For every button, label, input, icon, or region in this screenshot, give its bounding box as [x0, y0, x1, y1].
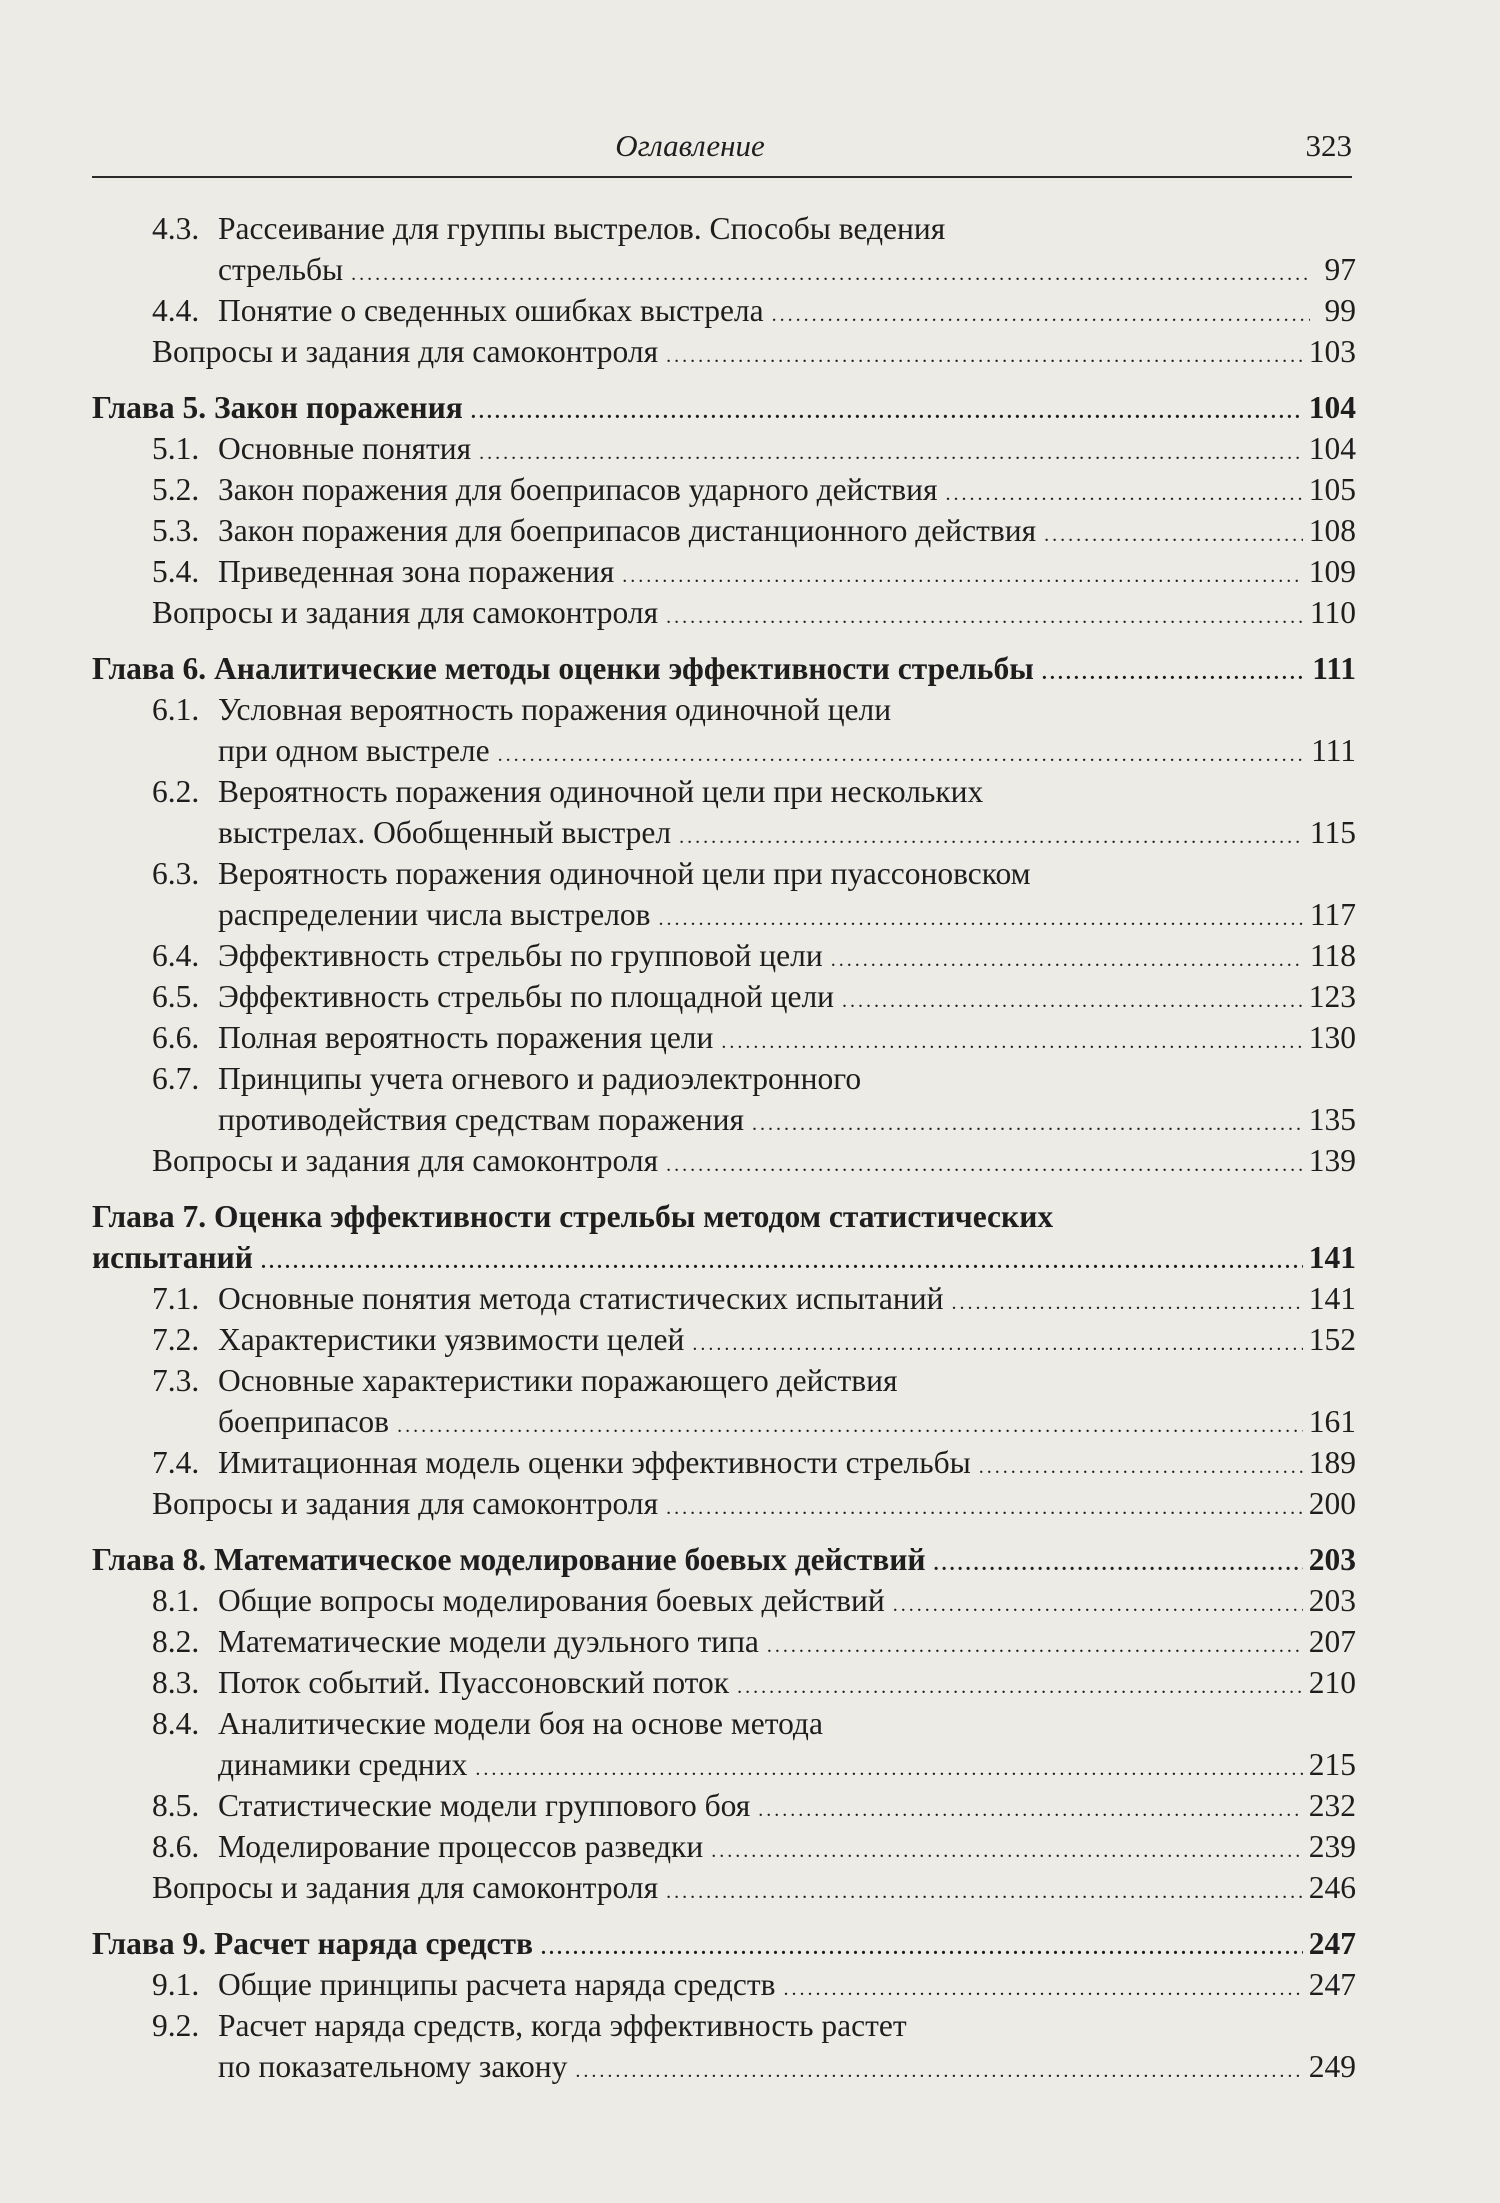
toc-entry-title: Статистические модели группового боя: [218, 1788, 751, 1823]
toc-entry-title: Полная вероятность поражения цели: [218, 1020, 714, 1055]
toc-entry-title: динамики средних: [218, 1747, 468, 1782]
toc-entry-number: 9.2.: [152, 2008, 200, 2043]
toc-entry-title: Характеристики уязвимости целей: [218, 1322, 685, 1357]
header-rule: [92, 176, 1352, 178]
dot-leader: [772, 290, 1310, 331]
toc-entry-number: 8.5.: [152, 1788, 200, 1823]
toc-entry: [92, 1099, 1356, 1140]
toc-entry-page: 141: [1308, 1281, 1356, 1316]
toc-entry: [92, 853, 1356, 894]
toc-entry-page: 111: [1311, 733, 1356, 768]
toc-entry-title: Приведенная зона поражения: [218, 554, 615, 589]
dot-leader: [752, 1099, 1303, 1140]
toc-entry-title: Вопросы и задания для самоконтроля: [152, 1143, 659, 1178]
toc-entry-number: 8.1.: [152, 1583, 200, 1618]
dot-leader: [831, 935, 1304, 976]
toc-entry: [92, 331, 1356, 372]
toc-entry-number: 6.5.: [152, 979, 200, 1014]
toc-entry: [92, 1442, 1356, 1483]
toc-entry-number: 6.4.: [152, 938, 200, 973]
toc-entry-title: Имитационная модель оценки эффективности стрельбы: [218, 1445, 971, 1480]
toc-entry-page: 110: [1309, 595, 1356, 630]
toc-entry-title: противодействия средствам поражения: [218, 1102, 744, 1137]
toc-entry-number: 5.2.: [152, 472, 200, 507]
dot-leader: [575, 2046, 1302, 2087]
toc-entry-title: Общие вопросы моделирования боевых действий: [218, 1583, 885, 1618]
toc-entry-title: Глава 5. Закон поражения: [92, 390, 463, 425]
toc-entry-title: Основные понятия: [218, 431, 472, 466]
toc-entry-title: Аналитические модели боя на основе метода: [218, 1706, 823, 1741]
toc-entry: [92, 976, 1356, 1017]
toc-entry-page: 104: [1308, 390, 1356, 425]
toc-entry-title: испытаний: [92, 1240, 253, 1275]
toc-entry-title: Глава 9. Расчет наряда средств: [92, 1926, 533, 1961]
toc-entry: [92, 1058, 1356, 1099]
toc-entry-number: 4.4.: [152, 293, 200, 328]
toc-entry: [92, 935, 1356, 976]
toc-entry-page: 97: [1324, 252, 1356, 287]
toc-entry-page: 104: [1308, 431, 1356, 466]
toc-entry: [92, 894, 1356, 935]
toc-entry-title: Вероятность поражения одиночной цели при пуассоновском: [218, 856, 1031, 891]
toc-entry-page: 203: [1308, 1542, 1356, 1577]
toc-entry-page: 203: [1308, 1583, 1356, 1618]
toc-entry-title: Поток событий. Пуассоновский поток: [218, 1665, 730, 1700]
toc-entry-title: Глава 8. Математическое моделирование боевых действий: [92, 1542, 926, 1577]
toc-entry-page: 130: [1308, 1020, 1356, 1055]
toc-entry-title: выстрелах. Обобщенный выстрел: [218, 815, 672, 850]
toc-entry: [92, 689, 1356, 730]
toc-entry-page: 105: [1308, 472, 1356, 507]
toc-entry-title: Эффективность стрельбы по площадной цели: [218, 979, 835, 1014]
toc-entry-page: 135: [1308, 1102, 1356, 1137]
dot-leader: [842, 976, 1303, 1017]
toc-entry-page: 99: [1324, 293, 1356, 328]
toc-entry-title: Понятие о сведенных ошибках выстрела: [218, 293, 764, 328]
toc-entry-title: Основные характеристики поражающего действия: [218, 1363, 898, 1398]
toc-entry-title: Моделирование процессов разведки: [218, 1829, 704, 1864]
toc-entry: [92, 1539, 1356, 1580]
toc-entry-number: 8.4.: [152, 1706, 200, 1741]
running-header-title: Оглавление: [615, 128, 765, 163]
toc-entry: [92, 771, 1356, 812]
toc-entry-page: 109: [1308, 554, 1356, 589]
toc-entry-page: 215: [1308, 1747, 1356, 1782]
toc-entry-page: 232: [1308, 1788, 1356, 1823]
dot-leader: [666, 1140, 1303, 1181]
toc-entry: [92, 1278, 1356, 1319]
toc-entry-number: 5.1.: [152, 431, 200, 466]
dot-leader: [945, 469, 1302, 510]
toc-entry: [92, 1744, 1356, 1785]
toc-entry-title: Условная вероятность поражения одиночной цели: [218, 692, 892, 727]
toc-entry-page: 247: [1308, 1967, 1356, 2002]
toc-entry: [92, 2005, 1356, 2046]
dot-leader: [893, 1580, 1303, 1621]
toc-entry-number: 7.4.: [152, 1445, 200, 1480]
toc-entry: [92, 1785, 1356, 1826]
toc-entry-number: 6.1.: [152, 692, 200, 727]
toc-entry-title: при одном выстреле: [218, 733, 490, 768]
dot-leader: [666, 1867, 1303, 1908]
toc-entry: [92, 1237, 1356, 1278]
toc-entry: [92, 428, 1356, 469]
toc-entry: [92, 1140, 1356, 1181]
dot-leader: [1042, 648, 1306, 689]
toc-entry-title: распределении числа выстрелов: [218, 897, 651, 932]
dot-leader: [721, 1017, 1302, 1058]
toc-entry-page: 141: [1308, 1240, 1356, 1275]
toc-entry-number: 8.2.: [152, 1624, 200, 1659]
toc-entry-page: 139: [1308, 1143, 1356, 1178]
toc-entry-page: 103: [1308, 334, 1356, 369]
toc-entry: [92, 290, 1356, 331]
toc-entry: [92, 1196, 1356, 1237]
dot-leader: [475, 1744, 1302, 1785]
toc-entry: [92, 208, 1356, 249]
dot-leader: [397, 1401, 1303, 1442]
toc-entry-title: Вопросы и задания для самоконтроля: [152, 334, 659, 369]
table-of-contents: [92, 208, 1356, 2087]
dot-leader: [679, 812, 1304, 853]
dot-leader: [711, 1826, 1303, 1867]
toc-entry: [92, 1621, 1356, 1662]
toc-entry-page: 249: [1308, 2049, 1356, 2084]
dot-leader: [951, 1278, 1302, 1319]
toc-entry-title: Общие принципы расчета наряда средств: [218, 1967, 776, 2002]
toc-entry: [92, 812, 1356, 853]
toc-entry: [92, 592, 1356, 633]
dot-leader: [541, 1923, 1303, 1964]
dot-leader: [692, 1319, 1302, 1360]
toc-entry-page: 115: [1309, 815, 1356, 850]
toc-entry-title: Вероятность поражения одиночной цели при нескольких: [218, 774, 984, 809]
toc-entry-page: 111: [1312, 651, 1356, 686]
toc-entry-title: Глава 7. Оценка эффективности стрельбы методом статистических: [92, 1199, 1054, 1234]
toc-entry-page: 118: [1309, 938, 1356, 973]
dot-leader: [659, 894, 1304, 935]
toc-entry: [92, 730, 1356, 771]
toc-entry-page: 123: [1308, 979, 1356, 1014]
toc-entry-number: 5.4.: [152, 554, 200, 589]
toc-entry-number: 5.3.: [152, 513, 200, 548]
toc-entry: [92, 510, 1356, 551]
toc-entry: [92, 1017, 1356, 1058]
toc-entry-page: 239: [1308, 1829, 1356, 1864]
dot-leader: [737, 1662, 1303, 1703]
toc-entry-title: Расчет наряда средств, когда эффективность растет: [218, 2008, 907, 2043]
toc-entry: [92, 1580, 1356, 1621]
toc-entry-number: 6.7.: [152, 1061, 200, 1096]
toc-entry-title: Математические модели дуэльного типа: [218, 1624, 759, 1659]
toc-entry: [92, 1703, 1356, 1744]
toc-entry-number: 8.3.: [152, 1665, 200, 1700]
toc-entry-title: Закон поражения для боеприпасов ударного действия: [218, 472, 938, 507]
toc-entry: [92, 1483, 1356, 1524]
toc-entry-page: 210: [1308, 1665, 1356, 1700]
toc-entry-number: 4.3.: [152, 211, 200, 246]
dot-leader: [979, 1442, 1303, 1483]
toc-entry: [92, 1401, 1356, 1442]
toc-entry: [92, 387, 1356, 428]
dot-leader: [666, 592, 1304, 633]
toc-entry-title: Закон поражения для боеприпасов дистанционного действия: [218, 513, 1037, 548]
dot-leader: [498, 730, 1305, 771]
dot-leader: [351, 249, 1310, 290]
toc-entry-number: 6.3.: [152, 856, 200, 891]
toc-entry-title: Вопросы и задания для самоконтроля: [152, 1870, 659, 1905]
toc-entry-number: 7.2.: [152, 1322, 200, 1357]
toc-entry-title: Основные понятия метода статистических испытаний: [218, 1281, 944, 1316]
dot-leader: [479, 428, 1303, 469]
toc-entry-title: боеприпасов: [218, 1404, 390, 1439]
toc-entry-title: Глава 6. Аналитические методы оценки эффективности стрельбы: [92, 651, 1034, 686]
toc-entry-page: 152: [1308, 1322, 1356, 1357]
page-number: 323: [1305, 128, 1352, 163]
toc-entry-page: 117: [1309, 897, 1356, 932]
dot-leader: [1044, 510, 1303, 551]
toc-entry-title: по показательному закону: [218, 2049, 568, 2084]
toc-entry: [92, 2046, 1356, 2087]
toc-entry-title: Вопросы и задания для самоконтроля: [152, 1486, 659, 1521]
toc-entry-number: 7.3.: [152, 1363, 200, 1398]
toc-entry-number: 7.1.: [152, 1281, 200, 1316]
toc-entry-page: 247: [1308, 1926, 1356, 1961]
toc-entry-number: 6.6.: [152, 1020, 200, 1055]
dot-leader: [666, 331, 1303, 372]
toc-entry: [92, 1923, 1356, 1964]
toc-entry-title: Эффективность стрельбы по групповой цели: [218, 938, 823, 973]
toc-entry-page: 246: [1308, 1870, 1356, 1905]
toc-entry-title: Вопросы и задания для самоконтроля: [152, 595, 659, 630]
toc-entry: [92, 1319, 1356, 1360]
toc-entry: [92, 469, 1356, 510]
toc-entry: [92, 1964, 1356, 2005]
toc-entry-page: 207: [1308, 1624, 1356, 1659]
toc-entry-page: 189: [1308, 1445, 1356, 1480]
toc-entry-page: 200: [1308, 1486, 1356, 1521]
toc-entry-number: 8.6.: [152, 1829, 200, 1864]
dot-leader: [261, 1237, 1303, 1278]
dot-leader: [666, 1483, 1303, 1524]
dot-leader: [622, 551, 1302, 592]
toc-entry-title: стрельбы: [218, 252, 344, 287]
dot-leader: [784, 1964, 1303, 2005]
toc-entry: [92, 1662, 1356, 1703]
toc-entry-number: 6.2.: [152, 774, 200, 809]
toc-entry: [92, 1867, 1356, 1908]
toc-entry-page: 108: [1308, 513, 1356, 548]
toc-entry-number: 9.1.: [152, 1967, 200, 2002]
dot-leader: [767, 1621, 1303, 1662]
dot-leader: [934, 1539, 1303, 1580]
toc-entry: [92, 1826, 1356, 1867]
toc-entry: [92, 551, 1356, 592]
dot-leader: [758, 1785, 1302, 1826]
toc-entry: [92, 1360, 1356, 1401]
toc-entry-title: Рассеивание для группы выстрелов. Способы ведения: [218, 211, 946, 246]
dot-leader: [471, 387, 1303, 428]
toc-entry: [92, 249, 1356, 290]
toc-entry-title: Принципы учета огневого и радиоэлектронного: [218, 1061, 862, 1096]
toc-entry: [92, 648, 1356, 689]
toc-entry-page: 161: [1308, 1404, 1356, 1439]
